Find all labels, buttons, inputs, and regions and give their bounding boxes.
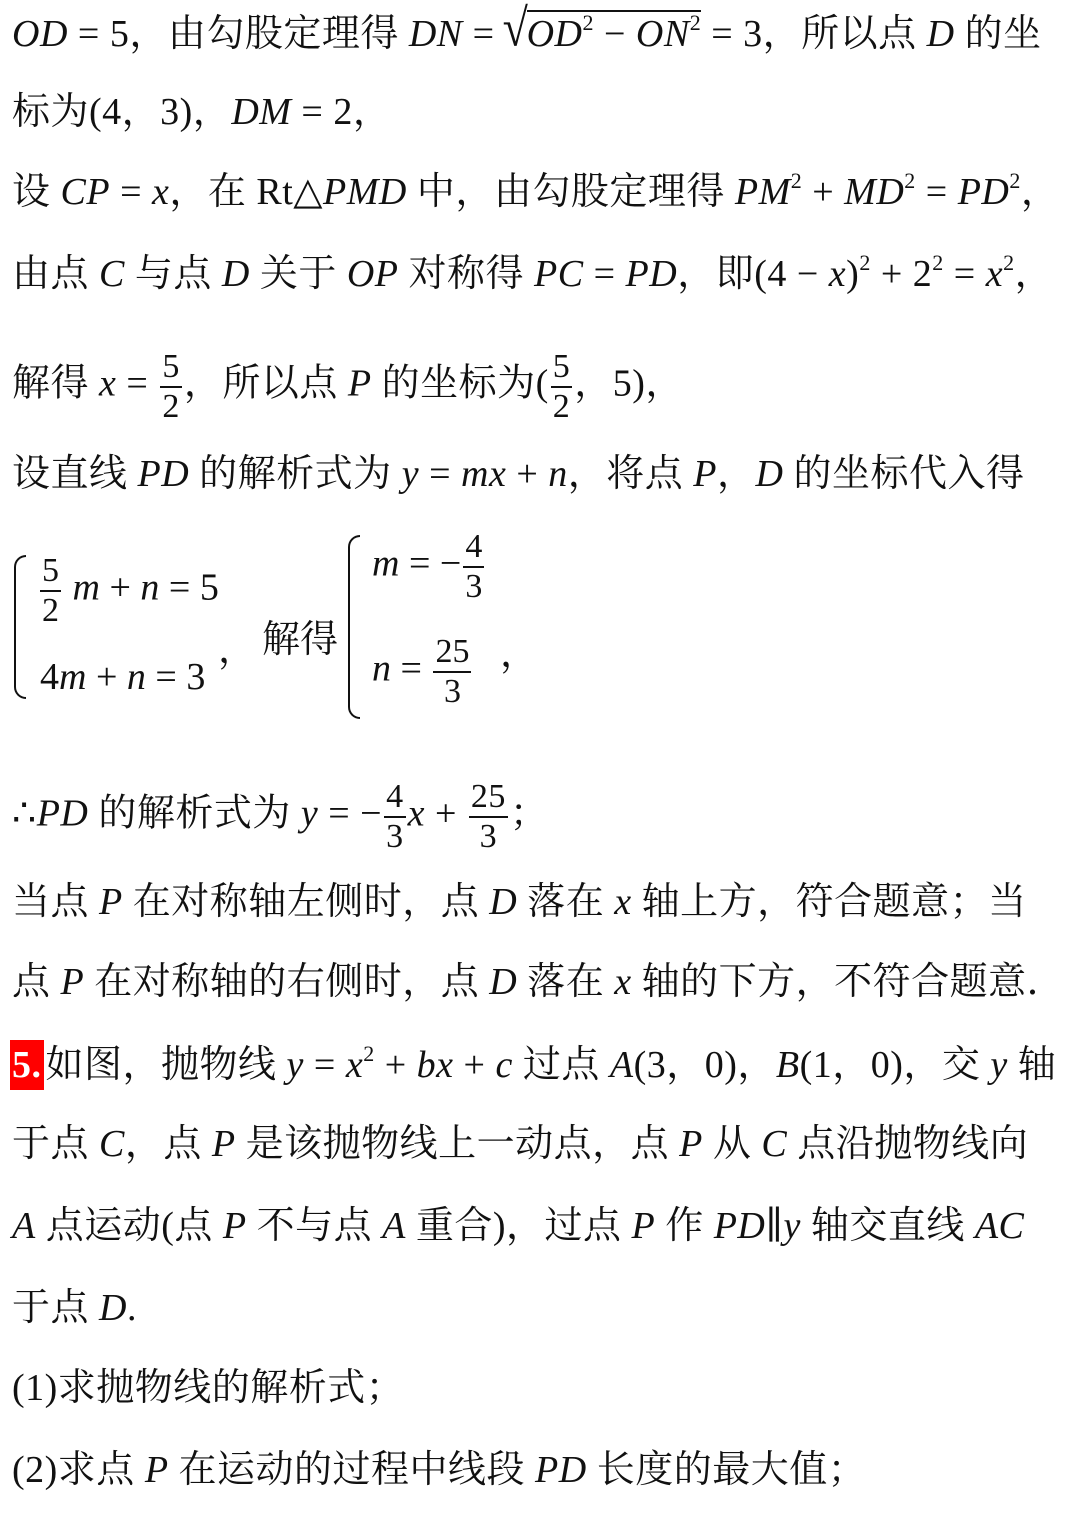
exponent: 2: [932, 250, 944, 275]
fraction: [160, 350, 182, 424]
text: 点: [12, 961, 61, 1003]
var-pd: PD: [713, 1205, 766, 1247]
text: ，: [1014, 253, 1054, 295]
var-x: x: [614, 881, 632, 923]
var-x: x: [614, 961, 632, 1003]
var-d: D: [489, 961, 518, 1003]
text: (3，0)，: [633, 1044, 776, 1086]
var-x: x: [407, 792, 425, 835]
var-p: P: [211, 1123, 236, 1165]
text: 设直线: [12, 453, 138, 495]
var-c: C: [761, 1123, 788, 1165]
denominator: 2: [552, 388, 571, 425]
separator: [218, 618, 256, 673]
text: 4: [40, 656, 59, 698]
text: 在对称轴的右侧时，点: [84, 961, 490, 1003]
var-d: D: [99, 1287, 127, 1329]
text: ，在 Rt△: [169, 171, 324, 213]
solution-line-6: [12, 452, 1024, 496]
problem-5-line-1: [10, 1040, 1056, 1092]
var-y: y: [990, 1044, 1008, 1086]
exponent: 2: [1003, 250, 1015, 275]
text: 设: [12, 171, 61, 213]
text: 轴交直线: [800, 1205, 975, 1247]
denominator: 3: [465, 568, 483, 605]
var-p: P: [99, 881, 123, 923]
parallel-symbol: ∥: [765, 1205, 784, 1247]
var-c: C: [99, 253, 125, 295]
var-pd: PD: [535, 1449, 587, 1491]
var-m: m: [72, 566, 100, 609]
solution-line-2: [12, 90, 391, 134]
text: (2)求点: [12, 1449, 145, 1491]
solution-line-9: [12, 880, 1027, 924]
var-y: y: [286, 1044, 304, 1086]
separator: [500, 622, 538, 677]
var-x: x: [99, 362, 117, 405]
var-p: P: [679, 1123, 703, 1165]
problem-5-line-3: [12, 1204, 1024, 1248]
var-on: ON: [635, 13, 690, 55]
text: 轴的下方，不符合题意．: [631, 961, 1066, 1003]
text: = −: [318, 792, 383, 835]
denominator: 2: [42, 592, 59, 629]
denominator: 3: [443, 673, 461, 710]
fraction: [463, 530, 484, 604]
text: ，即(4 −: [677, 253, 829, 295]
text: ；: [509, 792, 549, 835]
text: ，: [500, 633, 539, 675]
exponent: 2: [904, 168, 916, 193]
text: 重合)，过点: [405, 1205, 632, 1247]
var-d: D: [755, 453, 784, 495]
text: 作: [655, 1205, 714, 1247]
numerator: 5: [160, 350, 182, 388]
var-op: OP: [346, 253, 399, 295]
var-pd: PD: [137, 453, 190, 495]
text: 当点: [12, 881, 100, 923]
var-mx: mx: [461, 453, 507, 495]
text: 解得: [262, 619, 339, 661]
text: = 3: [145, 656, 206, 698]
text: 由点: [12, 253, 100, 295]
var-p: P: [222, 1205, 247, 1247]
var-n: n: [548, 453, 568, 495]
text: =: [943, 253, 986, 295]
text: 在对称轴左侧时，点: [122, 881, 490, 923]
text: 关于: [249, 253, 347, 295]
text: (1，0)，交: [799, 1044, 991, 1086]
var-ac: AC: [974, 1205, 1025, 1247]
text: 解得: [12, 362, 100, 405]
text: 中，由勾股定理得: [406, 171, 735, 213]
text: 的坐: [954, 13, 1042, 55]
text: 与点: [124, 253, 222, 295]
text: = −: [399, 542, 462, 585]
therefore-symbol: ∴: [12, 792, 37, 835]
text: ，将点: [567, 453, 694, 495]
text: =: [462, 13, 505, 55]
text: ): [846, 253, 860, 295]
text: = 3，所以点: [701, 13, 927, 55]
var-n: n: [140, 566, 160, 609]
text: ，: [1020, 171, 1060, 213]
var-p: P: [693, 453, 717, 495]
var-pc: PC: [534, 253, 584, 295]
text: ，5)，: [574, 362, 684, 405]
var-p: P: [144, 1449, 169, 1491]
text: +: [86, 656, 127, 698]
text: +: [99, 566, 141, 609]
var-x: x: [345, 1044, 364, 1086]
numerator: 5: [551, 350, 573, 388]
var-y: y: [300, 792, 319, 835]
solution-line-5: [12, 350, 684, 424]
equation-system: [0, 530, 560, 730]
exponent: 2: [689, 10, 702, 35]
var-p: P: [631, 1205, 656, 1247]
text: 轴上方，符合题意；当: [631, 881, 1027, 923]
text: 不与点: [246, 1205, 383, 1247]
exponent: 2: [363, 1041, 375, 1066]
solution-m: [372, 530, 486, 604]
text: = 5: [159, 566, 219, 609]
radicand: [527, 10, 702, 61]
text: =: [419, 453, 461, 495]
text: 的坐标代入得: [783, 453, 1025, 495]
var-m: m: [372, 542, 400, 585]
numerator: 25: [469, 780, 508, 818]
text: 标为(4，3)，: [12, 91, 232, 133]
var-dn: DN: [408, 13, 463, 55]
system-eq-1: [38, 554, 219, 628]
var-n: n: [126, 656, 146, 698]
var-x: x: [152, 171, 170, 213]
problem-5-line-4: [12, 1286, 137, 1330]
exponent: 2: [582, 10, 594, 35]
fraction: [551, 350, 573, 424]
question-2: [12, 1448, 866, 1492]
var-a: A: [12, 1205, 36, 1247]
problem-5-line-2: [12, 1122, 1028, 1166]
fraction: [433, 635, 471, 709]
var-c: C: [99, 1123, 125, 1165]
text: 过点: [512, 1044, 610, 1086]
text: 长度的最大值；: [586, 1449, 867, 1491]
text: .: [126, 1287, 137, 1329]
text: 在运动的过程中线段: [168, 1449, 536, 1491]
right-brace-icon: [348, 535, 360, 719]
system-eq-2: [40, 655, 205, 699]
text: 轴: [1007, 1044, 1057, 1086]
solution-line-1: [12, 10, 1042, 61]
text: 落在: [517, 881, 615, 923]
var-cp: CP: [60, 171, 111, 213]
text: =: [110, 171, 153, 213]
var-x: x: [985, 253, 1004, 295]
text: +: [453, 1044, 496, 1086]
var-y: y: [783, 1205, 801, 1247]
text: +: [424, 792, 467, 835]
text: +: [374, 1044, 417, 1086]
var-y: y: [401, 453, 420, 495]
text: =: [915, 171, 958, 213]
fraction: [384, 780, 406, 854]
var-c: c: [495, 1044, 513, 1086]
text: 于点: [12, 1123, 100, 1165]
var-x: x: [828, 253, 847, 295]
fraction: [469, 780, 508, 854]
text: 如图，抛物线: [45, 1044, 287, 1086]
var-pd: PD: [625, 253, 678, 295]
text: (1)求抛物线的解析式；: [12, 1367, 405, 1409]
text: = 5，由勾股定理得: [67, 13, 409, 55]
text: +: [506, 453, 549, 495]
numerator: 4: [384, 780, 406, 818]
question-1: [12, 1366, 404, 1410]
var-bx: bx: [416, 1044, 454, 1086]
numerator: 5: [40, 554, 61, 592]
var-n: n: [372, 647, 391, 690]
var-p: P: [347, 362, 372, 405]
text: 的解析式为: [189, 453, 402, 495]
var-m: m: [59, 656, 87, 698]
var-pd: PD: [36, 792, 89, 835]
text: 点沿抛物线向: [787, 1123, 1029, 1165]
var-dm: DM: [231, 91, 292, 133]
denominator: 2: [162, 388, 180, 425]
text: 的解析式为: [88, 792, 301, 835]
exponent: 2: [790, 168, 803, 193]
text: ，所以点: [183, 362, 348, 405]
var-b: B: [775, 1044, 800, 1086]
text: + 2: [870, 253, 933, 295]
text: 对称得: [398, 253, 535, 295]
var-a: A: [382, 1205, 406, 1247]
left-brace-icon: [14, 555, 26, 699]
text: 从: [702, 1123, 762, 1165]
solution-line-3: [12, 170, 1059, 219]
var-od: OD: [526, 13, 583, 55]
var-p: P: [60, 961, 85, 1003]
var-d: D: [221, 253, 250, 295]
text: 的坐标为(: [371, 362, 549, 405]
solve-label: [262, 608, 338, 663]
text: =: [583, 253, 626, 295]
text: =: [391, 647, 432, 690]
var-md: MD: [844, 171, 905, 213]
denominator: 3: [386, 818, 404, 855]
text: =: [303, 1044, 346, 1086]
solution-line-4: [12, 252, 1053, 301]
exponent: 2: [1009, 168, 1021, 193]
text: ，: [218, 629, 257, 671]
problem-number-badge: 5.: [10, 1040, 44, 1090]
var-a: A: [609, 1044, 634, 1086]
text: 是该抛物线上一动点，点: [235, 1123, 680, 1165]
var-d: D: [926, 13, 955, 55]
solution-n: [372, 635, 473, 709]
text: 于点: [12, 1287, 100, 1329]
fraction: [40, 554, 61, 628]
var-pmd: PMD: [323, 171, 407, 213]
text: ，点: [124, 1123, 212, 1165]
exponent: 2: [859, 250, 871, 275]
text: −: [593, 13, 636, 55]
denominator: 3: [479, 818, 498, 855]
numerator: 25: [433, 635, 471, 673]
text: +: [802, 171, 845, 213]
text: 落在: [517, 961, 615, 1003]
var-od: OD: [12, 13, 68, 55]
text: = 2，: [291, 91, 392, 133]
var-pm: PM: [734, 171, 791, 213]
sqrt-expression: [505, 10, 702, 61]
text: 点运动(点: [35, 1205, 223, 1247]
var-pd: PD: [957, 171, 1010, 213]
numerator: 4: [463, 530, 484, 568]
var-d: D: [489, 881, 518, 923]
text: ，: [716, 453, 756, 495]
solution-line-8: [12, 780, 548, 854]
solution-line-10: [12, 960, 1065, 1004]
text: =: [116, 362, 159, 405]
